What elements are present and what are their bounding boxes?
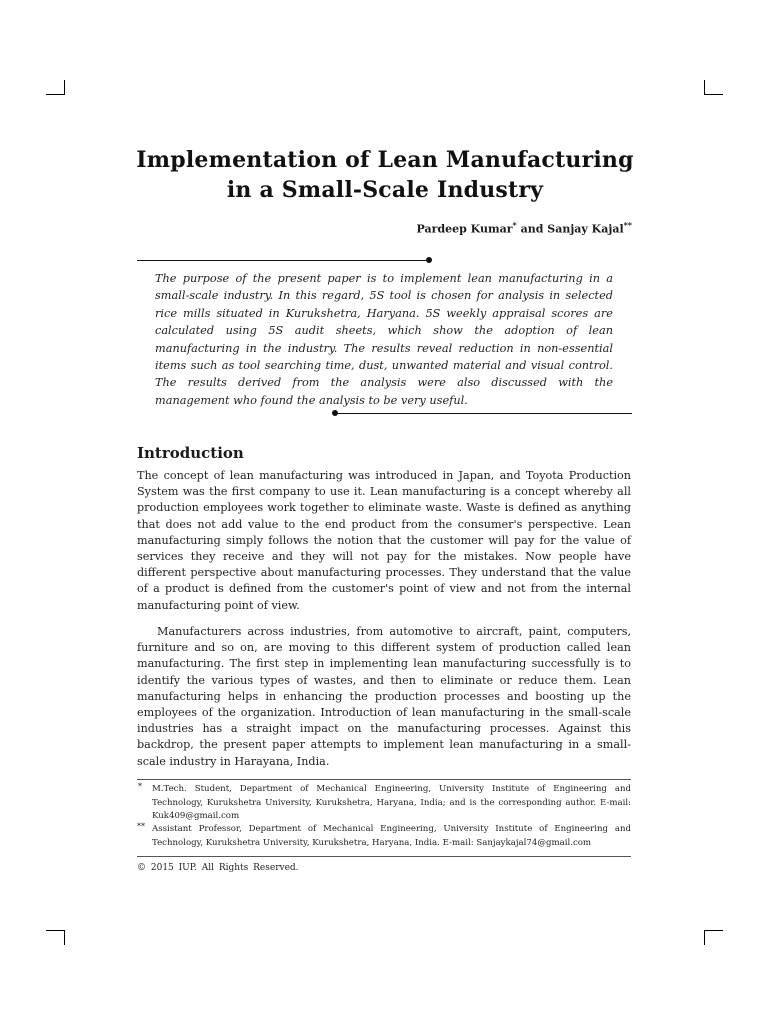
abstract-rule-top-dot: [426, 257, 432, 263]
footnote-2: Assistant Professor, Department of Mechanical Engineering, University Institute of Engineering and Technology, Kurukshetra University, Kurukshetra, Haryana, India. E-mail: Sanjaykajal74@gmail.com: [152, 824, 631, 848]
footnote-1-mark: *: [138, 782, 142, 791]
crop-mark-bottom-right: [704, 930, 723, 945]
footnote-2-mark: **: [137, 822, 145, 831]
crop-mark-top-right: [704, 80, 723, 95]
crop-mark-top-left: [46, 80, 65, 95]
author-line: [330, 220, 632, 236]
abstract-text: The purpose of the present paper is to implement lean manufacturing in a small-scale industry. In this regard, 5S tool is chosen for analysis in selected rice mills situated in Kurukshetra, Haryana. 5S weekly appraisal scores are calculated using 5S audit sheets, which show the adoption of lean manufacturing in the industry. The results reveal reduction in non-essential items such as tool searching time, dust, unwanted material and visual control. The results derived from the analysis were also discussed with the management who found the analysis to be very useful.: [155, 272, 613, 407]
abstract-rule-bottom: [334, 413, 632, 414]
footnote-rule: [137, 779, 631, 780]
footnote-1: M.Tech. Student, Department of Mechanical Engineering, University Institute of Engineering and Technology, Kurukshetra University, Kurukshetra, Haryana, India; and is the corresponding author. E-mail: Kuk409@gmail.com: [152, 784, 631, 822]
title-line-2: in a Small-Scale Industry: [226, 177, 544, 203]
copyright-rule: [137, 856, 631, 857]
abstract-rule-bottom-dot: [332, 410, 338, 416]
body-paragraph-1: The concept of lean manufacturing was introduced in Japan, and Toyota Production System was the first company to use it. Lean manufacturing is a concept whereby all production employees work together to eliminate waste. Waste is defined as anything that does not add value to the end product from the consumer's perspective. Lean manufacturing simply follows the notion that the customer will pay for the value of services they receive and they will not pay for the mistakes. Now people have different perspective about manufacturing processes. They understand that the value of a product is defined from the customer's point of view and not from the internal manufacturing point of view.: [137, 469, 631, 612]
title-line-1: Implementation of Lean Manufacturing: [136, 147, 634, 173]
section-heading-introduction: Introduction: [137, 444, 244, 462]
author-1-mark: *: [512, 220, 517, 230]
body-paragraph-2: Manufacturers across industries, from automotive to aircraft, paint, computers, furniture and so on, are moving to this different system of production called lean manufacturing. The first step in implementing lean manufacturing successfully is to identify the various types of wastes, and then to eliminate or reduce them. Lean manufacturing helps in enhancing the production processes and boosting up the employees of the organization. Introduction of lean manufacturing in the small-scale industries has a straight impact on the manufacturing processes. Against this backdrop, the present paper attempts to implement lean manufacturing in a small-scale industry in Harayana, India.: [137, 625, 631, 768]
author-1: Pardeep Kumar: [416, 222, 513, 236]
author-2-mark: **: [623, 220, 632, 230]
author-joiner: and: [520, 222, 544, 236]
paper-title: [130, 145, 640, 205]
author-2: Sanjay Kajal: [547, 222, 624, 236]
abstract-rule-top: [137, 260, 429, 261]
crop-mark-bottom-left: [46, 930, 65, 945]
copyright-notice: © 2015 IUP. All Rights Reserved.: [137, 863, 299, 873]
